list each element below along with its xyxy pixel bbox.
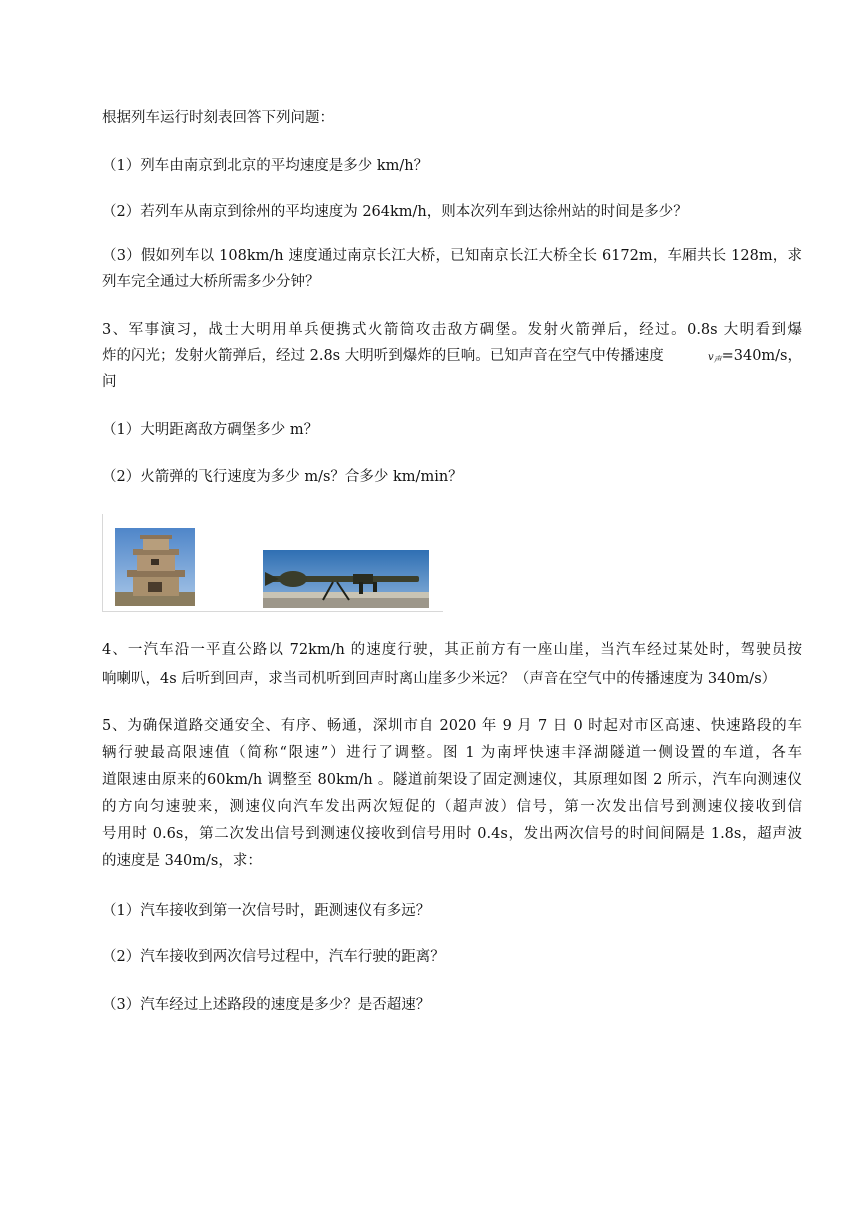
- line-q5-1: （1）汽车接收到第一次信号时，距测速仪有多远？: [102, 903, 431, 919]
- line-intro: 根据列车运行时刻表回答下列问题：: [102, 110, 334, 126]
- velocity-subscript: 声: [713, 355, 722, 364]
- rocket-launcher-image: [263, 550, 429, 608]
- line-q5-c: 道限速由原来的60km/h 调整至 80km/h 。隧道前架设了固定测速仪，其原理如图 2 所示，汽车向测速仪: [102, 772, 802, 788]
- line-q2-3a: （3）假如列车以 108km/h 速度通过南京长江大桥，已知南京长江大桥全长 6172m，车厢共长 128m，求: [102, 248, 802, 264]
- line-q3-1: （1）大明距离敌方碉堡多少 m？: [102, 422, 319, 438]
- question-figure: [102, 514, 443, 612]
- line-q5-f: 的速度是 340m/s，求：: [102, 853, 262, 869]
- line-q3-a: 3、军事演习，战士大明用单兵便携式火箭筒攻击敌方碉堡。发射火箭弹后，经过。0.8s 大明看到爆: [102, 322, 802, 338]
- line-q5-e: 号用时 0.6s，第二次发出信号到测速仪接收到信号用时 0.4s，发出两次信号的时间间隔是 1.8s，超声波: [102, 826, 802, 842]
- velocity-value: =340m/s，: [721, 348, 802, 364]
- line-q2-3b: 列车完全通过大桥所需多少分钟？: [102, 274, 320, 290]
- line-q3-2: （2）火箭弹的飞行速度为多少 m/s？合多少 km/min？: [102, 469, 463, 485]
- fortress-image: [115, 528, 195, 606]
- line-q5-b: 辆行驶最高限速值（简称“限速”）进行了调整。图 1 为南坪快速丰泽湖隧道一侧设置的车道，各车: [102, 745, 802, 761]
- line-q5-2: （2）汽车接收到两次信号过程中，汽车行驶的距离？: [102, 949, 445, 965]
- line-q5-d: 的方向匀速驶来，测速仪向汽车发出两次短促的（超声波）信号，第一次发出信号到测速仪接收到信: [102, 799, 802, 815]
- line-q4-a: 4、一汽车沿一平直公路以 72km/h 的速度行驶，其正前方有一座山崖，当汽车经过某处时，驾驶员按: [102, 642, 802, 658]
- velocity-symbol: v: [707, 352, 714, 363]
- line-q3-b: [102, 346, 802, 366]
- line-q3-c: 问: [102, 374, 117, 390]
- line-q2-2: （2）若列车从南京到徐州的平均速度为 264km/h，则本次列车到达徐州站的时间是多少？: [102, 204, 688, 220]
- line-q3-b-text: 炸的闪光；发射火箭弹后，经过 2.8s 大明听到爆炸的巨响。已知声音在空气中传播速度: [102, 348, 664, 364]
- line-q5-a: 5、为确保道路交通安全、有序、畅通，深圳市自 2020 年 9 月 7 日 0 时起对市区高速、快速路段的车: [102, 718, 802, 734]
- line-q4-b: 响喇叭，4s 后听到回声，求当司机听到回声时离山崖多少米远？（声音在空气中的传播速度为 340m/s）: [102, 671, 777, 687]
- sound-speed-formula: [708, 346, 802, 370]
- line-q2-1: （1）列车由南京到北京的平均速度是多少 km/h？: [102, 158, 429, 174]
- line-q5-3: （3）汽车经过上述路段的速度是多少？是否超速？: [102, 997, 431, 1013]
